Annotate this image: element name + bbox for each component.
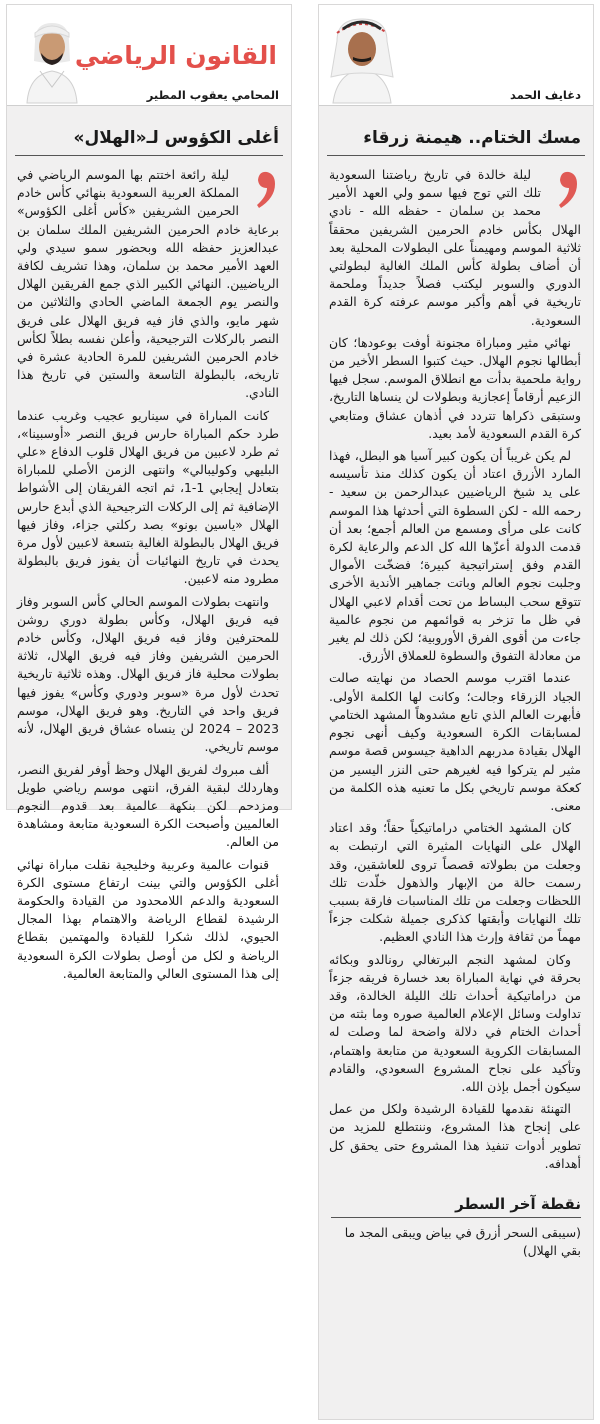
quote-mark-icon	[245, 168, 279, 214]
author-name: دغايف الحمد	[510, 88, 581, 102]
paragraph: ليلة خالدة في تاريخ رياضتنا السعودية تلك التي توج فيها سمو ولي العهد الأمير محمد بن سلمان - حفظه الله - نادي الهلال بكأس خادم الحرمين الشريفين محققاً ثلاثية الموسم ومهيمناً على البطولات المحلية بعد أن أضاف بطولة كأس الملك الغالية لبطولتي الدوري والسوبر ليكتب فصلاً جديداً وملحمة تاريخية في أهم وأكبر موسم عرفته كرة القدم السعودية.	[329, 167, 581, 328]
last-line-text: (سيبقى السحر أزرق في بياض ويبقى المجد ما بقي الهلال)	[344, 1224, 581, 1258]
paragraph: كانت المباراة في سيناريو عجيب وغريب عندما طرد حكم المباراة حارس فريق النصر «أوسبينا»، ثم طرد لاعبين من فريق الهلال قلوب الدفاع «علي البليهي وكوليبالي» وانتهى الزمن الأصلي للمباراة بتعادل إيجابي 1-1، ثم اتجه الفريقان إلى الأشواط الإضافية ثم إلى الركلات الترجيحية الذي أبدع حارس الهلال «ياسين بونو» بصد ركلتي جزاء، وفاز فيها فريق الهلال بالبطولة الغالية بتسعة لاعبين لأول مرة يحدث في تاريخ النهائيات أن يفوز فريق بالبطولة مطرود منه لاعبين.	[17, 407, 279, 587]
paragraph: عندما اقترب موسم الحصاد من نهايته صالت الجياد الزرقاء وجالت؛ وكانت لها الكلمة الأولى. فأبهرت العالم الذي تابع مشدوهاً المشهد الختامي لمسابقات الكرة السعودية وكيف أنهى نجوم الهلال بقيادة مدربهم الداهية جيسوس قصة موسم مثير لم يتركوا فيه لغيرهم حتى النزر اليسير من كعكة موسم تاريخي بكل ما تعنيه هذه الكلمة من معنى.	[329, 670, 581, 813]
left-column-header	[7, 5, 291, 106]
left-article-column	[6, 4, 292, 981]
article-body	[319, 156, 593, 1173]
paragraph: ألف مبروك لفريق الهلال وحظ أوفر لفريق النصر، وهاردلك لبقية الفرق، انتهى موسم رياضي طويل ومزدحم لكن بنكهة عالمية بعد قدوم النجوم العالميين وأصبحت الكرة السعودية متابعة ومشاهدة من العالم.	[17, 761, 279, 850]
paragraph: نهائي مثير ومباراة مجنونة أوفت بوعودها؛ كان أبطالها نجوم الهلال. حيث كتبوا السطر الأخير من رواية ملحمية بدأت مع انطلاق الموسم. سجل فيها الزعيم أرقاماً إعجازية وبطولات لن ينساها التاريخ، وستبقى ذكراها تتردد في أذهان عشاق ومتابعي كرة القدم السعودية لأمد بعيد.	[329, 334, 581, 441]
article-body	[7, 156, 291, 983]
paragraph: كان المشهد الختامي دراماتيكياً حقاً؛ وقد اعتاد الهلال على النهايات المثيرة التي ارتبطت به وجعلت من بطولاته قصصاً تروى للعاشقين، وقد رسمت حالة من الإبهار والذهول خلّدت تلك اللحظات وجعلت من تلك المناسبات فارقة بسبب تلك النهايات وأبقتها كذكرى جميلة شكلت جزءاً مهماً من ثقافة وإرث هذا النادي العظيم.	[329, 820, 581, 945]
author-photo	[323, 11, 401, 103]
paragraph: وانتهت بطولات الموسم الحالي كأس السوبر وفاز فيه فريق الهلال، وكأس بطولة دوري روشن للمحترفين وفاز فيه فريق الهلال، وكأس خادم الحرمين الشريفين وفاز فيه فريق الهلال، ثلاثة بطولات محلية فاز فريق الهلال. وهذه ثلاثية تاريخية تحدث لأول مرة «سوبر ودوري وكأس» يفوز فيها فريق واحد في التاريخ. وهو فريق الهلال، موسم 2023 – 2024 لن ينساه عشاق فريق الهلال، لأنه موسم تاريخي.	[17, 593, 279, 755]
paragraph: قنوات عالمية وعربية وخليجية نقلت مباراة نهائي أغلى الكؤوس والتي بينت ارتفاع مستوى الكرة السعودية والدعم اللامحدود من القيادة والحكومة الرشيدة لقطاع الرياضة والاهتمام بهذا المجال الحيوي، لذلك شكرا للقيادة والمهتمين بقطاع الرياضة و لكل من أوصل بطولات الكرة السعودية إلى هذا المستوى العالي والمتابعة العالمية.	[17, 856, 279, 981]
right-article-column	[318, 4, 594, 1420]
author-name: المحامي يعقوب المطير	[146, 88, 279, 102]
last-line-heading: نقطة آخر السطر	[455, 1194, 581, 1213]
paragraph: ليلة رائعة اختتم بها الموسم الرياضي في المملكة العربية السعودية بنهائي كأس خادم الحرمين الشريفين «كأس أغلى الكؤوس» برعاية خادم الحرمين الشريفين الملك سلمان بن عبدالعزيز حفظه الله وبحضور سمو سيدي ولي العهد الأمير محمد بن سلمان، وهذا تشريف لكافة الرياضيين. النهائي الكبير الذي جمع الفريقين الهلال والنصر يوم الجمعة الماضي الحادي والثلاثين من شهر مايو، والذي فاز فيه فريق الهلال على فريق النصر بالركلات الترجيحية، وأعلن نفسه بطلاً لكأس خادم الحرمين الشريفين للمرة الحادية عشرة في تاريخه، بالبطولة التاسعة والستين في تاريخ هذا النادي.	[17, 167, 279, 401]
right-column-header	[319, 5, 593, 106]
column-brand-title: القانون الرياضي	[74, 41, 277, 70]
paragraph: وكان لمشهد النجم البرتغالي رونالدو وبكائه بحرقة في نهاية المباراة بعد خسارة فريقه جزءاً من دراماتيكية أحداث تلك الليلة الخالدة، وقد تداولت وسائل الإعلام العالمية صوره وما بثته من أحداث الختام في دلالة واضحة لما وصلت له المسابقات الكروية السعودية من متابعة واهتمام، وتأكيد على نجاح المشروع السعودي، والقادم سيكون أجمل بإذن الله.	[329, 951, 581, 1094]
article-title: أغلى الكؤوس لـ«الهلال»	[73, 128, 279, 148]
article-title: مسك الختام.. هيمنة زرقاء	[363, 128, 581, 148]
paragraph: لم يكن غريباً أن يكون كبير آسيا هو البطل، فهذا المارد الأزرق اعتاد أن يكون كذلك منذ تأسيسه على يد شيخ الرياضيين عبدالرحمن بن سعيد - رحمه الله - لكن السطوة التي أحدثها هذا الموسم كانت على مرأى ومسمع من العالم أجمع؛ بعد أن قدمت الدولة أعزّها الله كل الدعم والرعاية لكرة القدم وفق إستراتيجية كبيرة؛ فضخّت الأموال وجلبت نجوم العالم وباتت جماهير الأندية الأخرى تتوقع سحب البساط من تحت أقدام لاعبي الهلال في ظل ما تزخر به قوائمهم من نجوم عالمية جاءت من أقوى الفرق الأوروبية؛ لكن ذلك لم يغير من معادلة التفوق والسطوة للعملاق الأزرق.	[329, 448, 581, 664]
paragraph: التهنئة نقدمها للقيادة الرشيدة ولكل من عمل على إنجاح هذا المشروع، وننتطلع للمزيد من تطوير أدوات تنفيذ هذا المشروع حتى يحقق كل أهدافه.	[329, 1101, 581, 1171]
quote-mark-icon	[547, 168, 581, 214]
last-line-divider	[331, 1217, 581, 1218]
